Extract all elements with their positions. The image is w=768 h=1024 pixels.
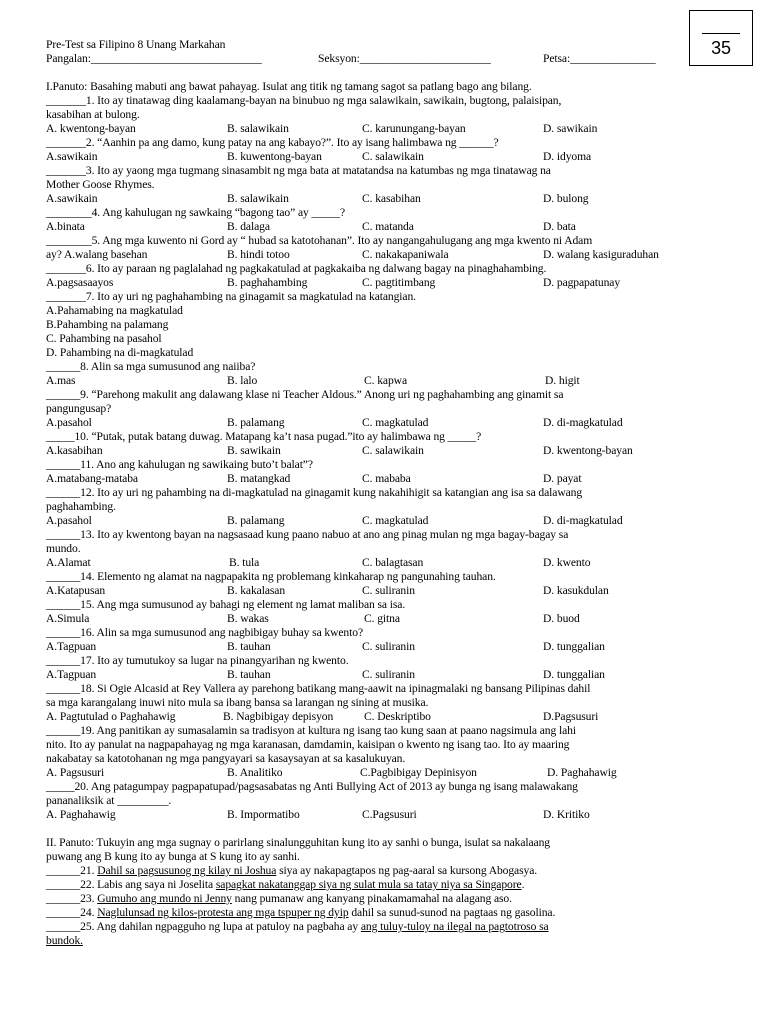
question-19-cont: nito. Ito ay panulat na nagpapahayag ng mga karanasan, damdamin, kaisipan o kwento ng isang tao. Ito ay maaring (46, 738, 570, 751)
q20-option-b: B. Impormatibo (227, 808, 300, 821)
q10-option-c: C. salawikain (362, 444, 424, 457)
question-9: ______9. “Parehong makulit ang dalawang klase ni Teacher Aldous.” Anong uri ng paghahambing ang ginamit sa (46, 388, 564, 401)
q14-option-a: A.Katapusan (46, 584, 106, 597)
q17-option-c: C. suliranin (362, 668, 415, 681)
question-8: ______8. Alin sa mga sumusunod ang naiiba? (46, 360, 256, 373)
score-box (689, 10, 753, 66)
q22-rest: . (521, 878, 525, 891)
q16-option-a: A.Tagpuan (46, 640, 97, 653)
q12-option-b: B. palamang (227, 514, 285, 527)
question-12-cont: paghahambing. (46, 500, 116, 513)
q15-option-a: A.Simula (46, 612, 90, 625)
q20-option-c: C.Pagsusuri (362, 808, 417, 821)
q23-rest: nang pumanaw ang kanyang pinakamamahal na alagang aso. (231, 892, 512, 905)
q11-option-d: D. payat (543, 472, 582, 485)
question-3: _______3. Ito ay yaong mga tugmang sinasambit ng mga bata at matatandsa na katumbas ng mga tinatawag na (46, 164, 551, 177)
q11-option-c: C. mababa (362, 472, 411, 485)
question-1-cont: kasabihan at bulong. (46, 108, 140, 121)
q9-option-d: D. di-magkatulad (543, 416, 623, 429)
q18-option-d: D.Pagsusuri (543, 710, 599, 723)
q21-prefix: ______21. (46, 864, 98, 877)
q5-option-a: ay? A.walang basehan (46, 248, 148, 261)
q15-option-c: C. gitna (364, 612, 400, 625)
question-12: ______12. Ito ay uri ng pahambing na di-magkatulad na ginagamit kung nakahihigit sa katangian ang isa sa dalawang (46, 486, 583, 499)
q6-option-a: A.pagsasaayos (46, 276, 114, 289)
q6-option-b: B. paghahambing (227, 276, 308, 289)
q23-underlined: Gumuho ang mundo ni Jenny (97, 892, 232, 905)
test-title: Pre-Test sa Filipino 8 Unang Markahan (46, 38, 226, 51)
q3-option-a: A.sawikain (46, 192, 98, 205)
part2-directions-cont: puwang ang B kung ito ay bunga at S kung ito ay sanhi. (46, 850, 300, 863)
question-4: ________4. Ang kahulugan ng sawkaing “bagong tao” ay _____? (46, 206, 346, 219)
question-20-cont: pananaliksik at _________. (46, 794, 172, 807)
question-19: ______19. Ang panitikan ay sumasalamin sa tradisyon at kultura ng isang tao kung saan at paano nagsimula ang lahi (46, 724, 576, 737)
question-18: ______18. Si Ogie Alcasid at Rey Vallera ay parehong batikang mang-aawit na ipinagmalaki ng bansang Pilipinas dahil (46, 682, 591, 695)
q8-option-c: C. kapwa (364, 374, 407, 387)
q20-option-a: A. Paghahawig (46, 808, 116, 821)
q2-option-b: B. kuwentong-bayan (227, 150, 322, 163)
q16-option-c: C. suliranin (362, 640, 415, 653)
question-19-cont2: nakabatay sa katotohanan ng mga pangyayari sa kasaysayan at sa kasalukuyan. (46, 752, 406, 765)
part1-directions: I.Panuto: Basahing mabuti ang bawat pahayag. Isulat ang titik ng tamang sagot sa patlang bago ang bilang. (46, 80, 532, 93)
q5-option-c: C. nakakapaniwala (362, 248, 449, 261)
q13-option-d: D. kwento (543, 556, 591, 569)
q7-option-d: D. Pahambing na di-magkatulad (46, 346, 194, 359)
q6-option-c: C. pagtitimbang (362, 276, 436, 289)
section-field-label: Seksyon:_______________________ (318, 52, 491, 65)
question-3-cont: Mother Goose Rhymes. (46, 178, 155, 191)
q1-option-d: D. sawikain (543, 122, 598, 135)
q1-option-b: B. salawikain (227, 122, 289, 135)
q4-option-b: B. dalaga (227, 220, 270, 233)
q16-option-d: D. tunggalian (543, 640, 605, 653)
q21-rest: siya ay nakapagtapos ng pag-aaral sa kursong Abogasya. (276, 864, 538, 877)
question-11: ______11. Ano ang kahulugan ng sawikaing buto’t balat”? (46, 458, 313, 471)
question-17: ______17. Ito ay tumutukoy sa lugar na pinangyarihan ng kwento. (46, 654, 349, 667)
q17-option-a: A.Tagpuan (46, 668, 97, 681)
question-25-cont (46, 934, 83, 947)
q21-underlined: Dahil sa pagsusunog ng kilay ni Joshua (97, 864, 277, 877)
question-9-cont: pangungusap? (46, 402, 112, 415)
q22-prefix: ______22. Labis ang saya ni Joselita (46, 878, 216, 891)
question-22 (46, 878, 524, 891)
q19-option-d: D. Paghahawig (547, 766, 617, 779)
q9-option-b: B. palamang (227, 416, 285, 429)
question-24 (46, 906, 555, 919)
q5-option-b: B. hindi totoo (227, 248, 290, 261)
q7-option-a: A.Pahamabing na magkatulad (46, 304, 183, 317)
q5-option-d: D. walang kasiguraduhan (543, 248, 659, 261)
q12-option-d: D. di-magkatulad (543, 514, 623, 527)
q10-option-b: B. sawikain (227, 444, 281, 457)
q10-option-d: D. kwentong-bayan (543, 444, 633, 457)
q2-option-a: A.sawikain (46, 150, 98, 163)
q17-option-b: B. tauhan (227, 668, 271, 681)
q25-underlined-cont: bundok. (46, 934, 83, 947)
q24-rest: dahil sa sunud-sunod na pagtaas ng gasolina. (348, 906, 556, 919)
q4-option-d: D. bata (543, 220, 576, 233)
question-2: _______2. “Aanhin pa ang damo, kung patay na ang kabayo?”. Ito ay isang halimbawa ng ______? (46, 136, 499, 149)
q17-option-d: D. tunggalian (543, 668, 605, 681)
part2-directions: II. Panuto: Tukuyin ang mga sugnay o parirlang sinalungguhitan kung ito ay sanhi o bunga, isulat sa nakalaang (46, 836, 550, 849)
question-10: _____10. “Putak, putak batang duwag. Matapang ka’t nasa pugad.”ito ay halimbawa ng _____? (46, 430, 482, 443)
q15-option-d: D. buod (543, 612, 580, 625)
question-6: _______6. Ito ay paraan ng paglalahad ng pagkakatulad at pagkakaiba ng dalwang bagay na pinaghahambing. (46, 262, 547, 275)
q2-option-c: C. salawikain (362, 150, 424, 163)
q18-option-c: C. Deskriptibo (364, 710, 431, 723)
q14-option-d: D. kasukdulan (543, 584, 609, 597)
q13-option-a: A.Alamat (46, 556, 91, 569)
q13-option-b: B. tula (229, 556, 260, 569)
q9-option-a: A.pasahol (46, 416, 92, 429)
q8-option-d: D. higit (545, 374, 580, 387)
q2-option-d: D. idyoma (543, 150, 592, 163)
q19-option-c: C.Pagbibigay Depinisyon (360, 766, 477, 779)
q25-underlined: ang tuluy-tuloy na ilegal na pagtotroso sa (360, 920, 549, 933)
question-18-cont: sa mga karangalang inuwi nito mula sa ibang bansa sa larangan ng sining at musika. (46, 696, 429, 709)
question-16: ______16. Alin sa mga sumusunod ang nagbibigay buhay sa kwento? (46, 626, 363, 639)
q12-option-a: A.pasahol (46, 514, 92, 527)
q6-option-d: D. pagpapatunay (543, 276, 621, 289)
q22-underlined: sapagkat nakatanggap siya ng sulat mula sa tatay niya sa Singapore (215, 878, 522, 891)
q4-option-c: C. matanda (362, 220, 414, 233)
q3-option-c: C. kasabihan (362, 192, 421, 205)
q1-option-a: A. kwentong-bayan (46, 122, 136, 135)
q14-option-b: B. kakalasan (227, 584, 286, 597)
question-1: _______1. Ito ay tinatawag ding kaalamang-bayan na binubuo ng mga salawikain, sawikain, bugtong, palaisipan, (46, 94, 562, 107)
q13-option-c: C. balagtasan (362, 556, 424, 569)
q25-prefix: ______25. Ang dahilan ngpagguho ng lupa at patuloy na pagbaha ay (46, 920, 361, 933)
q12-option-c: C. magkatulad (362, 514, 429, 527)
q16-option-b: B. tauhan (227, 640, 271, 653)
q8-option-a: A.mas (46, 374, 76, 387)
question-14: ______14. Elemento ng alamat na nagpapakita ng problemang kinkaharap ng pangunahing tauhan. (46, 570, 496, 583)
q15-option-b: B. wakas (227, 612, 269, 625)
q20-option-d: D. Kritiko (543, 808, 590, 821)
q4-option-a: A.binata (46, 220, 85, 233)
question-15: ______15. Ang mga sumusunod ay bahagi ng element ng lamat maliban sa isa. (46, 598, 406, 611)
question-25 (46, 920, 549, 933)
q7-option-b: B.Pahambing na palamang (46, 318, 169, 331)
q8-option-b: B. lalo (227, 374, 258, 387)
q24-underlined: Naglulunsad ng kilos-protesta ang mga tspuper ng dyip (97, 906, 349, 919)
q3-option-b: B. salawikain (227, 192, 289, 205)
q7-option-c: C. Pahambing na pasahol (46, 332, 162, 345)
question-21 (46, 864, 537, 877)
date-field-label: Petsa:_______________ (543, 52, 656, 65)
name-field-label: Pangalan:______________________________ (46, 52, 262, 65)
question-5: ________5. Ang mga kuwento ni Gord ay “ hubad sa katotohanan”. Ito ay nangangahulugang ang mga kwento ni Adam (46, 234, 593, 247)
question-20: _____20. Ang patagumpay pagpapatupad/pagsasabatas ng Anti Bullying Act of 2013 ay bunga ng isang malawakang (46, 780, 578, 793)
q23-prefix: ______23. (46, 892, 98, 905)
q11-option-b: B. matangkad (227, 472, 291, 485)
q18-option-b: B. Nagbibigay depisyon (223, 710, 334, 723)
q9-option-c: C. magkatulad (362, 416, 429, 429)
q10-option-a: A.kasabihan (46, 444, 103, 457)
question-23 (46, 892, 512, 905)
score-line (702, 33, 740, 34)
q11-option-a: A.matabang-mataba (46, 472, 138, 485)
q19-option-a: A. Pagsusuri (46, 766, 105, 779)
q18-option-a: A. Pagtutulad o Paghahawig (46, 710, 176, 723)
question-13-cont: mundo. (46, 542, 81, 555)
total-score: 35 (711, 38, 731, 58)
question-7: _______7. Ito ay uri ng paghahambing na ginagamit sa magkatulad na katangian. (46, 290, 416, 303)
q19-option-b: B. Analitiko (227, 766, 283, 779)
q24-prefix: ______24. (46, 906, 98, 919)
question-13: ______13. Ito ay kwentong bayan na nagsasaad kung paano nabuo at ano ang pinag mulan ng mga bagay-bagay sa (46, 528, 569, 541)
q1-option-c: C. karunungang-bayan (362, 122, 466, 135)
q14-option-c: C. suliranin (362, 584, 415, 597)
q3-option-d: D. bulong (543, 192, 589, 205)
